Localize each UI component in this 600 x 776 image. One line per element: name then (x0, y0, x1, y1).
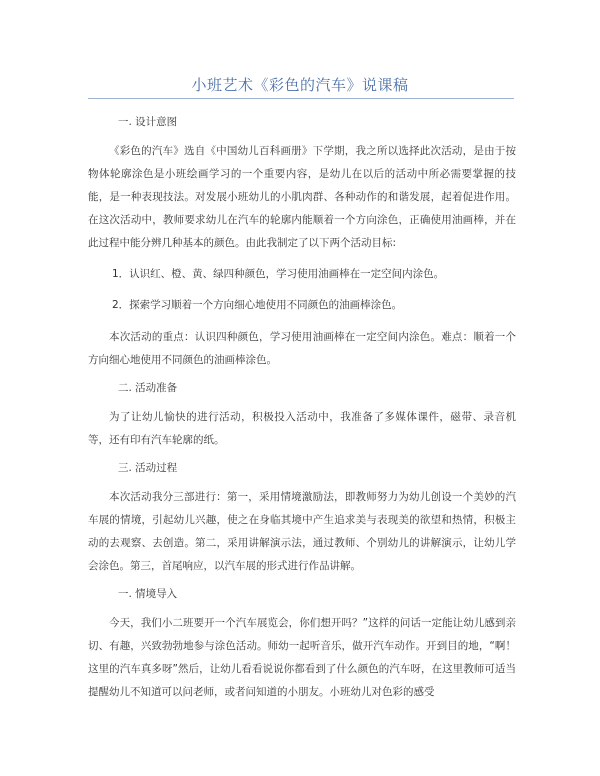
paragraph-design-intent: 《彩色的汽车》选自《中国幼儿百科画册》下学期，我之所以选择此次活动，是由于按物体轮廓涂色是小班绘画学习的一个重要内容，是幼儿在以后的活动中所必需要掌握的技能，是一种表现技法。对发展小班幼儿的小肌肉群、各种动作的和谐发展，起着促进作用。在这次活动中，教师要求幼儿在汽车的轮廓内能顺着一个方向涂色，正确使用油画棒，并在此过程中能分辨几种基本的颜色。由此我制定了以下两个活动目标: (88, 145, 516, 249)
document-body (88, 108, 516, 716)
section-heading-situation-intro: 一. 情境导入 (118, 588, 178, 600)
section-heading-design-intent: 一. 设计意图 (118, 116, 178, 128)
objective-item-1: 1．认识红、橙、黄、绿四种颜色，学习使用油画棒在一定空间内涂色。 (112, 268, 445, 280)
paragraph-key-points: 本次活动的重点：认识四种颜色，学习使用油画棒在一定空间内涂色。难点：顺着一个方向细心地使用不同颜色的油画棒涂色。 (88, 331, 516, 366)
paragraph-situation-intro: 今天，我们小二班要开一个汽车展览会，你们想开吗？”这样的问话一定能让幼儿感到亲切、有趣，兴致勃勃地参与涂色活动。师幼一起听音乐，做开汽车动作。开到目的地，“啊！这里的汽车真多呀”然后，让幼儿看看说说你都看到了什么颜色的汽车呀，在这里教师可适当提醒幼儿不知道可以问老师，或者问知道的小朋友。小班幼儿对色彩的感受 (88, 617, 516, 698)
section-heading-preparation: 二. 活动准备 (118, 382, 178, 394)
objective-item-2: 2．探索学习顺着一个方向细心地使用不同颜色的油画棒涂色。 (112, 299, 403, 311)
paragraph-preparation: 为了让幼儿愉快的进行活动，积极投入活动中，我准备了多媒体课件，磁带、录音机等，还有印有汽车轮廓的纸。 (88, 411, 516, 446)
paragraph-process: 本次活动我分三部进行：第一，采用情境激励法，即教师努力为幼儿创设一个美妙的汽车展的情境，引起幼儿兴趣，使之在身临其境中产生追求美与表现美的欲望和热情，积极主动的去观察、去创造。第二，采用讲解演示法，通过教师、个别幼儿的讲解演示，让幼儿学会涂色。第三，首尾响应，以汽车展的形式进行作品讲解。 (88, 491, 516, 572)
section-heading-process: 三. 活动过程 (118, 462, 178, 474)
title-divider (88, 98, 514, 99)
document-title: 小班艺术《彩色的汽车》说课稿 (191, 76, 409, 94)
